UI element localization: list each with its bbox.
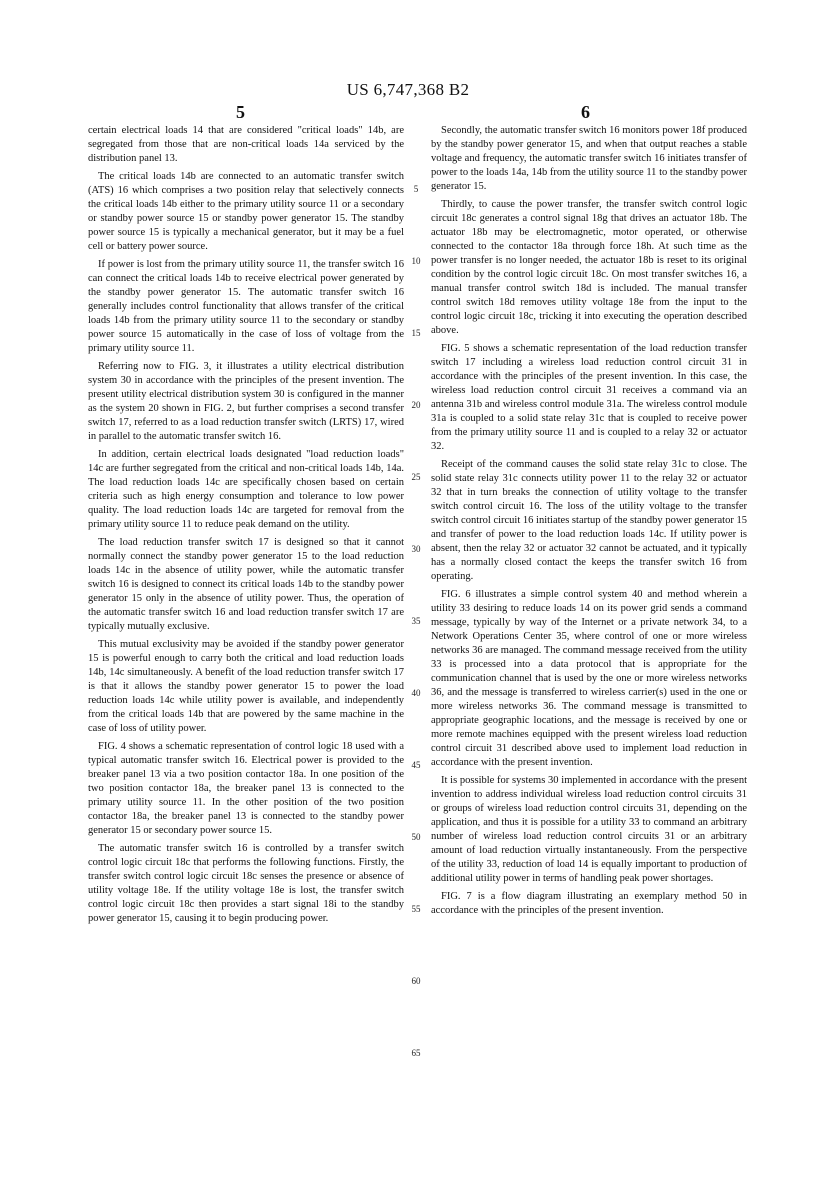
paragraph: The load reduction transfer switch 17 is designed so that it cannot normally connect the standby power generator 15 to the load reduction loads 14c in the absence of utility power, while the automatic transfer switch 16 is designed to connect its critical loads 14b to the standby power generator 15 only in the absence of utility power. Thus, the operation of the automatic transfer switch 16 and load reduction transfer switch 17 are typically mutually exclusive. <box>88 537 404 632</box>
paragraph: In addition, certain electrical loads designated "load reduction loads" 14c are further segregated from the critical and non-critical loads 14b, 14a. The load reduction loads 14c are specifically chosen based on certain criteria such as high energy consumption and tolerance to low power quality. The load reduction loads 14c are targeted for removal from the primary utility source 11 to reduce peak demand on the utility. <box>88 449 404 530</box>
line-number: 5 <box>413 184 419 194</box>
paragraph: FIG. 4 shows a schematic representation of control logic 18 used with a typical automatic transfer switch 16. Electrical power is provided to the breaker panel 13 via a two position contactor 18a. In one position of the two position contactor 18a, the breaker panel 13 is connected to the primary utility source 11. In the other position of the two position contactor 18a, the breaker panel 13 is connected to the standby power generator 15 or secondary power source 15. <box>88 741 404 836</box>
paragraph: FIG. 7 is a flow diagram illustrating an exemplary method 50 in accordance with the principles of the present invention. <box>431 891 747 916</box>
line-number: 20 <box>411 400 421 410</box>
line-number: 10 <box>411 256 421 266</box>
line-number: 35 <box>411 616 421 626</box>
line-number: 30 <box>411 544 421 554</box>
line-number: 60 <box>411 976 421 986</box>
line-number: 50 <box>411 832 421 842</box>
left-column <box>88 124 404 930</box>
paragraph: This mutual exclusivity may be avoided if the standby power generator 15 is powerful enough to carry both the critical and load reduction loads 14b, 14c simultaneously. A benefit of the load reduction transfer switch 17 is that it allows the standby power generator 15 to power the load reduction loads 14c while utility power is available, and independently from the critical loads 14b that are powered by the same machine in the case of loss of utility power. <box>88 639 404 734</box>
line-number: 25 <box>411 472 421 482</box>
paragraph: Thirdly, to cause the power transfer, the transfer switch control logic circuit 18c generates a control signal 18g that drives an actuator 18b. The actuator 18b may be electromagnetic, motor operated, or otherwise connected to the contactor 18a through force 18h. At such time as the power transfer is no longer needed, the actuator 18b is reset to its original condition by the control logic circuit 18c. On most transfer switches 16, a manual transfer control switch 18d is included. The manual transfer control switch 18d removes utility voltage 18e from the input to the control logic circuit 18c, tricking it into executing the operation described above. <box>431 199 747 336</box>
paragraph: FIG. 6 illustrates a simple control system 40 and method wherein a utility 33 desiring to reduce loads 14 on its power grid sends a command message, typically by way of the Internet or a private network 34, to a Network Operations Center 35, where control of one or more wireless networks 36 are managed. The command message received from the utility 33 is processed into a data protocol that is appropriate for the communication channel that is used by the one or more wireless networks 36, and the message is transferred to wireless carrier(s) used in the one or more wireless networks 36. The command message is transmitted to appropriate geographic locations, and the message is received by one or more remote machines equipped with the present wireless load reduction control circuit 31 described above used to implement load reduction in accordance with the present invention. <box>431 589 747 768</box>
patent-number: US 6,747,368 B2 <box>346 80 470 99</box>
line-number-gutter <box>404 124 428 1124</box>
paragraph: It is possible for systems 30 implemented in accordance with the present invention to address individual wireless load reduction control circuits 31 or groups of wireless load reduction control circuits 31, depending on the application, and thus it is possible for a utility 33 to command an arbitrary number of wireless load reduction control circuits 31 or an arbitrary amount of load reduction virtually instantaneously. From the perspective of the utility 33, reduction of load 14 is equally important to production of additional utility power in terms of handling peak power shortages. <box>431 775 747 884</box>
line-number: 15 <box>411 328 421 338</box>
right-column <box>431 124 747 922</box>
line-number: 40 <box>411 688 421 698</box>
left-column-number: 5 <box>236 102 245 122</box>
right-column-number: 6 <box>581 102 590 122</box>
paragraph: Receipt of the command causes the solid state relay 31c to close. The solid state relay 31c connects utility power 11 to the relay 32 or actuator 32 that in turn breaks the connection of utility voltage to the transfer switch control circuit 16. The loss of the utility voltage to the transfer switch control circuit 16 initiates startup of the standby power generator 15 and transfer of power to the load reduction loads 14c. If utility power is absent, then the relay 32 or actuator 32 cannot be actuated, and it typically has a normally closed contact the keeps the transfer switch 16 from operating. <box>431 459 747 582</box>
paragraph: certain electrical loads 14 that are considered "critical loads" 14b, are segregated from those that are non-critical loads 14a serviced by the distribution panel 13. <box>88 125 404 164</box>
paragraph: FIG. 5 shows a schematic representation of the load reduction transfer switch 17 including a wireless load reduction control circuit 31 in accordance with the principles of the present invention. In this case, the wireless load reduction control circuit 31 receives a command via an antenna 31b and wireless control module 31a. The wireless control module 31a is coupled to a solid state relay 31c that is coupled to receive power from the primary utility source 11 and is coupled to a relay 32 or actuator 32. <box>431 343 747 452</box>
paragraph: Referring now to FIG. 3, it illustrates a utility electrical distribution system 30 in accordance with the principles of the present invention. The present utility electrical distribution system 30 is configured in the manner as the system 20 shown in FIG. 2, but further comprises a second transfer switch 17, referred to as a load reduction transfer switch (LRTS) 17, wired in parallel to the automatic transfer switch 16. <box>88 361 404 442</box>
line-number: 55 <box>411 904 421 914</box>
paragraph: The automatic transfer switch 16 is controlled by a transfer switch control logic circuit 18c that performs the following functions. Firstly, the transfer switch control logic circuit 18c senses the presence or absence of utility voltage 18e. If the utility voltage 18e is lost, the transfer switch control logic circuit 18c then provides a start signal 18i to the standby power generator 15, causing it to begin producing power. <box>88 843 404 924</box>
paragraph: Secondly, the automatic transfer switch 16 monitors power 18f produced by the standby power generator 15, and when that output reaches a stable voltage and frequency, the automatic transfer switch 16 initiates transfer of power to the loads 14a, 14b from the utility source 11 to the standby power generator 15. <box>431 125 747 192</box>
paragraph: The critical loads 14b are connected to an automatic transfer switch (ATS) 16 which comprises a two position relay that selectively connects the critical loads 14b either to the primary utility source 11 or a secondary or standby power source 15 or standby power generator 15. The standby power source 15 is typically a mechanical generator, but it may be a fuel cell or battery power source. <box>88 171 404 252</box>
line-number: 45 <box>411 760 421 770</box>
line-number: 65 <box>411 1048 421 1058</box>
paragraph: If power is lost from the primary utility source 11, the transfer switch 16 can connect the critical loads 14b to receive electrical power generated by the standby power generator 15. The automatic transfer switch 16 generally includes control functionality that allows transfer of the critical loads 14b from the primary utility source 11 to the secondary or standby power source 15 automatically in the case of loss of voltage from the primary utility source 11. <box>88 259 404 354</box>
